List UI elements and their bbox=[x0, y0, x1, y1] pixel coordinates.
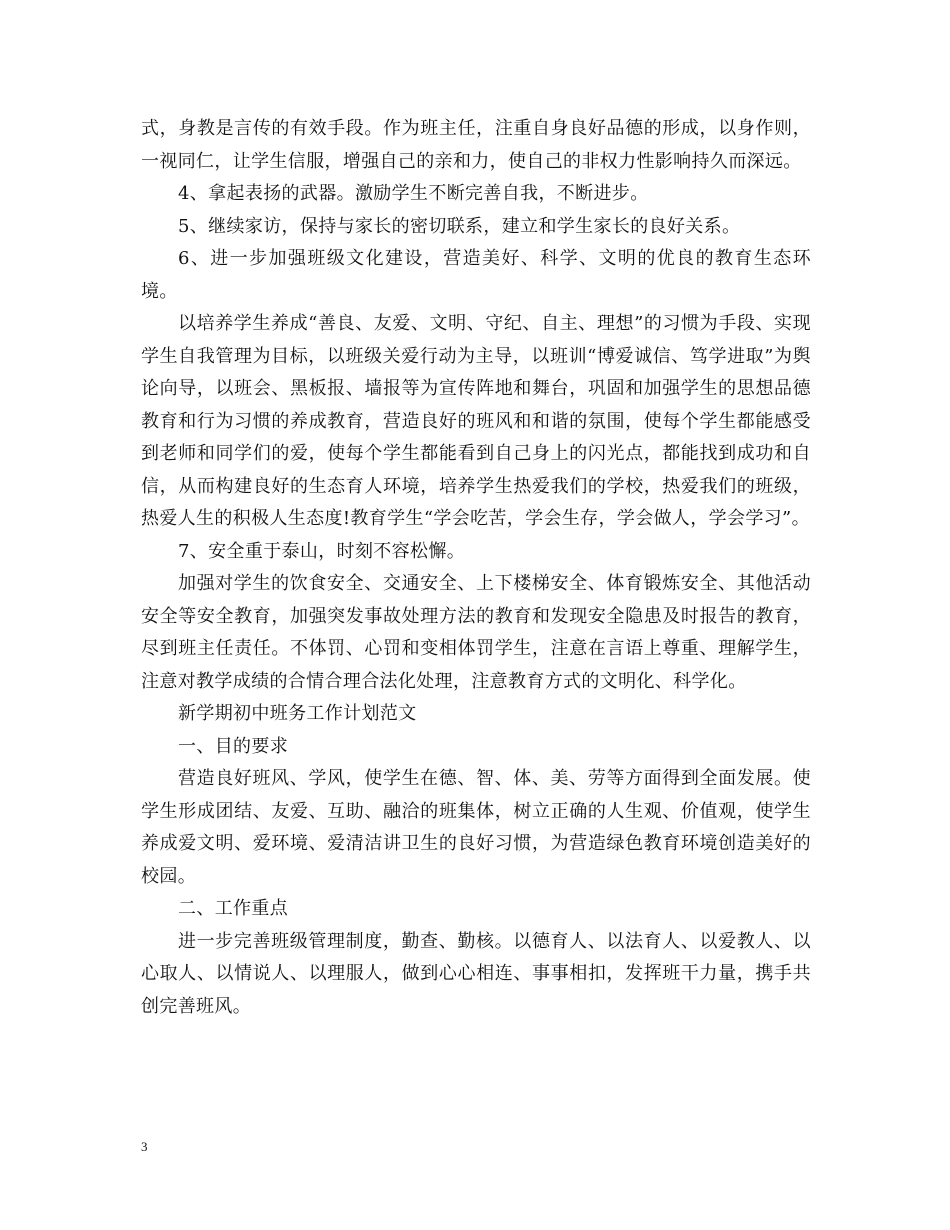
document-body bbox=[141, 113, 811, 1023]
heading-work-focus: 二、工作重点 bbox=[178, 898, 289, 919]
paragraph-culture: 以培养学生养成“善良、友爱、文明、守纪、自主、理想”的习惯为手段、实现学生自我管理为目标，以班级关爱行动为主导，以班训“博爱诚信、笃学进取”为舆论向导，以班会、黑板报、墙报等为宣传阵地和舞台，巩固和加强学生的思想品德教育和行为习惯的养成教育，营造良好的班风和和谐的氛围，使每个学生都能感受到老师和同学们的爱，使每个学生都能看到自己身上的闪光点，都能找到成功和自信，从而构建良好的生态育人环境，培养学生热爱我们的学校，热爱我们的班级，热爱人生的积极人生态度!教育学生“学会吃苦，学会生存，学会做人，学会学习”。 bbox=[141, 313, 811, 529]
paragraph-work-focus: 进一步完善班级管理制度，勤查、勤核。以德育人、以法育人、以爱教人、以心取人、以情说人、以理服人，做到心心相连、事事相扣，发挥班干力量，携手共创完善班风。 bbox=[141, 930, 811, 1017]
paragraph-continuation: 式，身教是言传的有效手段。作为班主任，注重自身良好品德的形成，以身作则，一视同仁，让学生信服，增强自己的亲和力，使自己的非权力性影响持久而深远。 bbox=[141, 118, 811, 172]
section-title: 新学期初中班务工作计划范文 bbox=[178, 703, 417, 724]
paragraph-objectives: 营造良好班风、学风，使学生在德、智、体、美、劳等方面得到全面发展。使学生形成团结、友爱、互助、融洽的班集体，树立正确的人生观、价值观，使学生养成爱文明、爱环境、爱清洁讲卫生的良好习惯，为营造绿色教育环境创造美好的校园。 bbox=[141, 768, 811, 887]
paragraph-item-7: 7、安全重于泰山，时刻不容松懈。 bbox=[178, 540, 466, 562]
paragraph-item-4: 4、拿起表扬的武器。激励学生不断完善自我，不断进步。 bbox=[178, 183, 649, 204]
paragraph-item-5: 5、继续家访，保持与家长的密切联系，建立和学生家长的良好关系。 bbox=[178, 215, 741, 237]
paragraph-item-6: 6、进一步加强班级文化建设，营造美好、科学、文明的优良的教育生态环境。 bbox=[141, 248, 811, 302]
heading-objectives: 一、目的要求 bbox=[178, 735, 289, 757]
paragraph-safety: 加强对学生的饮食安全、交通安全、上下楼梯安全、体育锻炼安全、其他活动安全等安全教育，加强突发事故处理方法的教育和发现安全隐患及时报告的教育，尽到班主任责任。不体罚、心罚和变相体罚学生，注意在言语上尊重、理解学生，注意对教学成绩的合情合理合法化处理，注意教育方式的文明化、科学化。 bbox=[141, 573, 811, 692]
page-number: 3 bbox=[141, 1139, 148, 1154]
